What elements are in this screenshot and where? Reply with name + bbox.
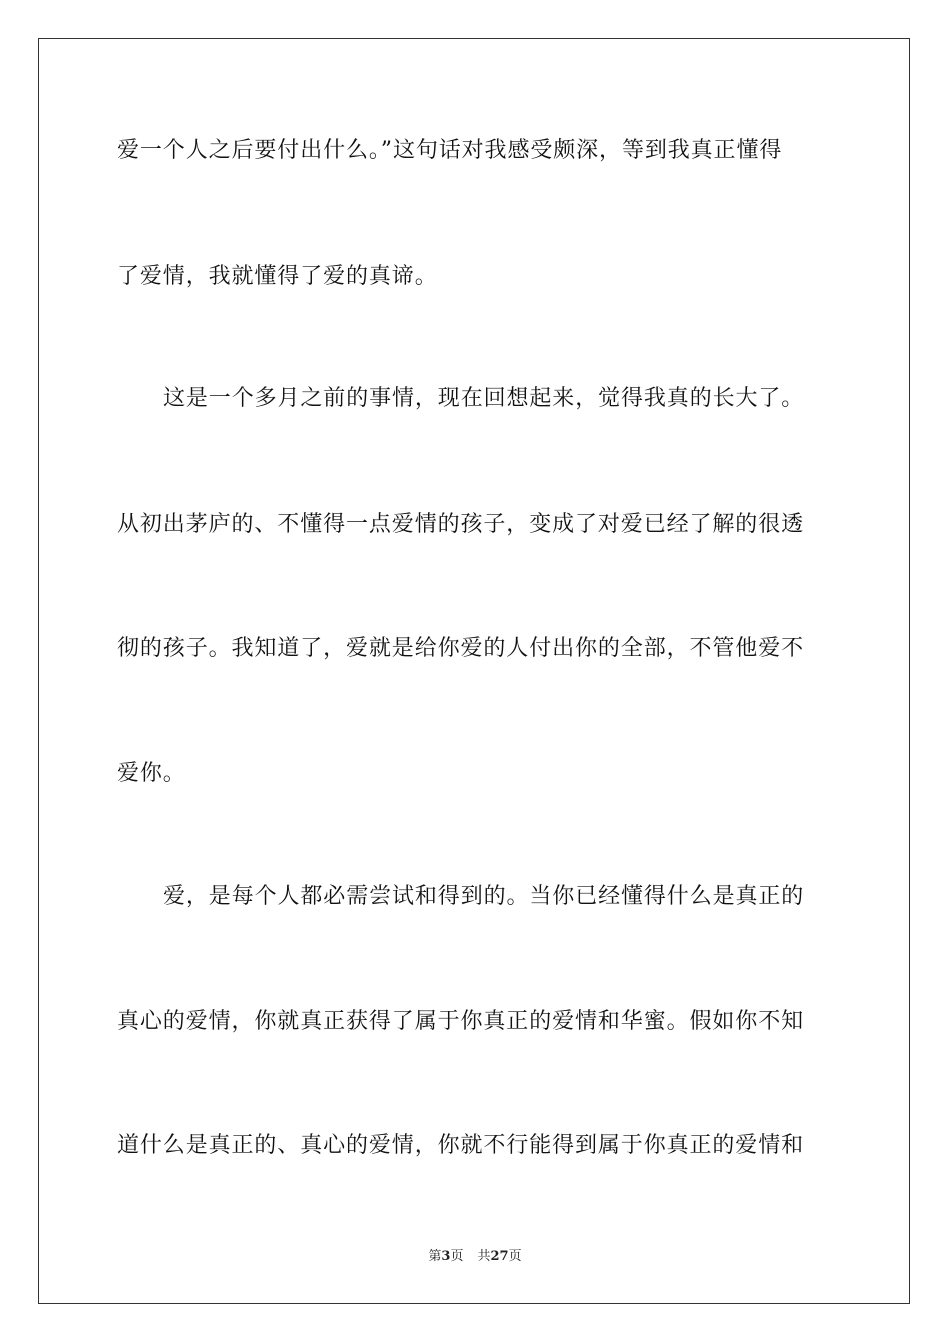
page-footer bbox=[0, 1248, 950, 1266]
total-prefix: 共 bbox=[477, 1249, 491, 1264]
total-suffix: 页 bbox=[508, 1249, 522, 1264]
page-prefix: 第 bbox=[428, 1249, 442, 1264]
total-pages: 27 bbox=[490, 1249, 509, 1264]
body-text-line: 彻的孩子。我知道了，爱就是给你爱的人付出你的全部，不管他爱不 bbox=[117, 636, 805, 661]
page-border bbox=[38, 38, 910, 1304]
body-text-line: 真心的爱情，你就真正获得了属于你真正的爱情和华蜜。假如你不知 bbox=[117, 1009, 805, 1034]
paragraph-first-line: 这是一个多月之前的事情，现在回想起来，觉得我真的长大了。 bbox=[163, 386, 805, 411]
body-text-line: 从初出茅庐的、不懂得一点爱情的孩子，变成了对爱已经了解的很透 bbox=[117, 512, 805, 537]
body-text-line: 爱你。 bbox=[117, 761, 186, 786]
body-text-line: 道什么是真正的、真心的爱情，你就不行能得到属于你真正的爱情和 bbox=[117, 1133, 805, 1158]
paragraph-first-line: 爱，是每个人都必需尝试和得到的。当你已经懂得什么是真正的 bbox=[163, 884, 805, 909]
page-number: 3 bbox=[441, 1249, 451, 1264]
page-suffix: 页 bbox=[450, 1249, 464, 1264]
body-text-line: 了爱情，我就懂得了爱的真谛。 bbox=[117, 264, 438, 289]
body-text-line: 爱一个人之后要付出什么。”这句话对我感受颇深，等到我真正懂得 bbox=[117, 138, 783, 163]
